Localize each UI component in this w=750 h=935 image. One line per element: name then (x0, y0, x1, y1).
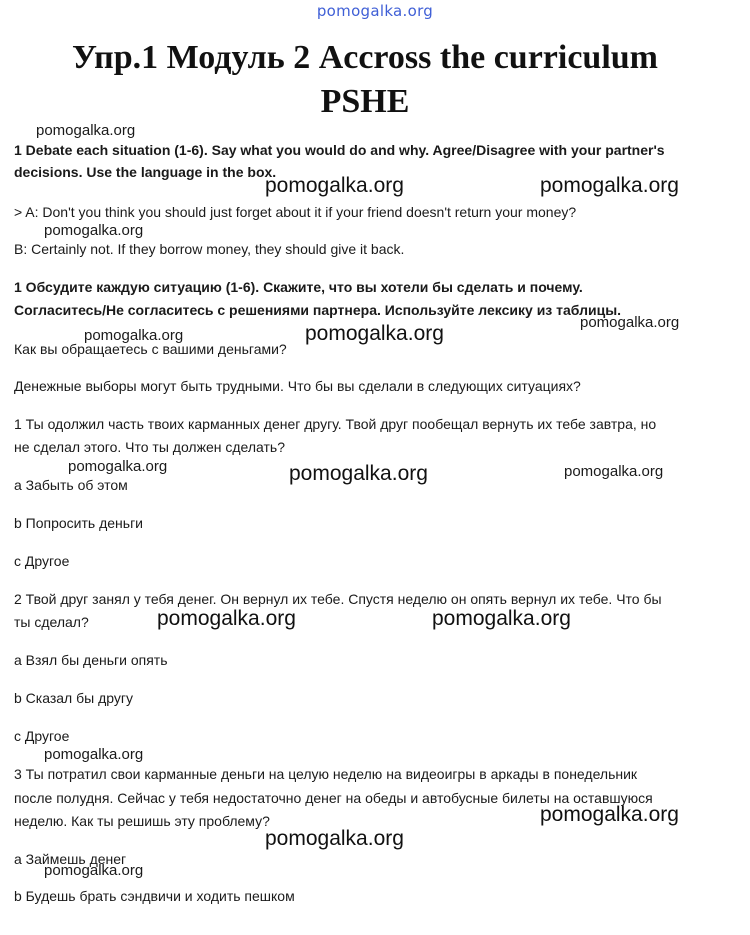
situation-2-line2: ты сделал? (14, 614, 89, 630)
situation-1-option-c: c Другое (14, 553, 70, 569)
watermark-large: pomogalka.org (432, 607, 571, 630)
watermark-small: pomogalka.org (44, 746, 144, 763)
situation-3-option-a: a Займешь денег (14, 851, 127, 867)
situation-2-line1: 2 Твой друг занял у тебя денег. Он вернул их тебе. Спустя неделю он опять вернул их тебе. Что бы (14, 591, 662, 607)
page-title: Упр.1 Модуль 2 Accross the curriculum (71, 39, 659, 76)
situation-1-line2: не сделал этого. Что ты должен сделать? (14, 439, 285, 455)
dialogue-a: > A: Don't you think you should just forget about it if your friend doesn't return your money? (14, 204, 577, 220)
situation-2-option-c: c Другое (14, 728, 70, 744)
watermark-large: pomogalka.org (265, 174, 404, 197)
dialogue-b: B: Certainly not. If they borrow money, they should give it back. (14, 241, 405, 257)
watermark-small: pomogalka.org (580, 314, 680, 331)
situation-3-line3: неделю. Как ты решишь эту проблему? (14, 813, 270, 829)
situation-1-option-a: a Забыть об этом (14, 477, 128, 493)
watermark-large: pomogalka.org (265, 827, 404, 850)
top-watermark: pomogalka.org (316, 2, 434, 20)
task-ru-line1: 1 Обсудите каждую ситуацию (1-6). Скажите, что вы хотели бы сделать и почему. (14, 279, 583, 295)
situation-2-option-a: a Взял бы деньги опять (14, 652, 168, 668)
situation-2-option-b: b Сказал бы другу (14, 690, 133, 706)
situation-3-option-b: b Будешь брать сэндвичи и ходить пешком (14, 888, 295, 904)
page-subtitle: PSHE (320, 83, 410, 120)
watermark-large: pomogalka.org (540, 803, 679, 826)
watermark-large: pomogalka.org (305, 322, 444, 345)
watermark-small: pomogalka.org (44, 862, 144, 879)
watermark-large: pomogalka.org (289, 462, 428, 485)
watermark-small: pomogalka.org (564, 463, 664, 480)
task-en-line1: 1 Debate each situation (1-6). Say what you would do and why. Agree/Disagree with your partner's (14, 142, 665, 158)
situation-1-option-b: b Попросить деньги (14, 515, 144, 531)
watermark-small: pomogalka.org (68, 458, 168, 475)
task-en-line2: decisions. Use the language in the box. (14, 164, 277, 180)
situation-3-line1: 3 Ты потратил свои карманные деньги на целую неделю на видеоигры в аркады в понедельник (14, 766, 638, 782)
money-choices: Денежные выборы могут быть трудными. Что бы вы сделали в следующих ситуациях? (14, 378, 581, 394)
question-money: Как вы обращаетесь с вашими деньгами? (14, 341, 287, 357)
watermark-small: pomogalka.org (36, 122, 136, 139)
watermark-small: pomogalka.org (84, 327, 184, 344)
watermark-small: pomogalka.org (44, 222, 144, 239)
situation-1-line1: 1 Ты одолжил часть твоих карманных денег другу. Твой друг пообещал вернуть их тебе завтра, но (14, 416, 657, 432)
watermark-large: pomogalka.org (157, 607, 296, 630)
situation-3-line2: после полудня. Сейчас у тебя недостаточно денег на обеды и автобусные билеты на оставшуюся (14, 790, 653, 806)
task-ru-line2: Согласитесь/Не согласитесь с решениями партнера. Используйте лексику из таблицы. (14, 302, 622, 318)
watermark-large: pomogalka.org (540, 174, 679, 197)
